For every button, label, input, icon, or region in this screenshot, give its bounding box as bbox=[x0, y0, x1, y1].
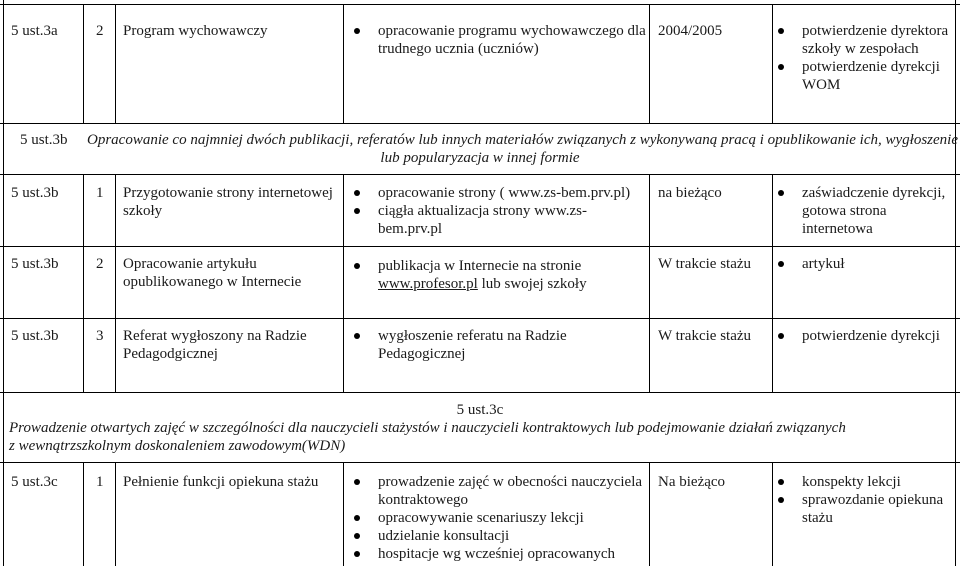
evidence-list bbox=[776, 58, 940, 76]
title-cell: Pedagodgicznej bbox=[123, 346, 218, 362]
title-cell: Opracowanie artykułu bbox=[123, 256, 257, 272]
section-cell: 5 ust.3a bbox=[11, 23, 58, 39]
actions-list bbox=[352, 184, 630, 220]
actions-continuation: Pedagogicznej bbox=[378, 346, 466, 362]
external-link[interactable]: www.profesor.pl bbox=[378, 276, 478, 292]
col-sep bbox=[649, 4, 650, 123]
col-sep bbox=[343, 174, 344, 392]
col-sep bbox=[343, 462, 344, 566]
list-item: potwierdzenie dyrektora bbox=[776, 22, 948, 40]
list-item: sprawozdanie opiekuna bbox=[776, 491, 943, 509]
evidence-continuation: szkoły w zespołach bbox=[802, 41, 919, 57]
section-cell: 5 ust.3b bbox=[11, 328, 59, 344]
section-cell: 5 ust.3b bbox=[11, 256, 59, 272]
term-cell: 2004/2005 bbox=[658, 23, 723, 39]
actions-continuation: kontraktowego bbox=[378, 492, 468, 508]
table-border-right bbox=[955, 0, 956, 566]
table-rule bbox=[0, 246, 960, 247]
list-item: publikacja w Internecie na stronie bbox=[352, 257, 581, 275]
actions-list bbox=[352, 257, 581, 275]
col-sep bbox=[83, 174, 84, 392]
table-rule bbox=[0, 318, 960, 319]
evidence-list bbox=[776, 184, 945, 202]
col-sep bbox=[115, 4, 116, 123]
section-header-line1: Opracowanie co najmniej dwóch publikacji, referatów lub innych materiałów związanych z wykonywaną pracą i opublikowanie ich, wygłoszenie bbox=[87, 132, 958, 148]
term-cell: na bieżąco bbox=[658, 185, 722, 201]
section-header-line2: z wewnątrzszkolnym doskonaleniem zawodowym(WDN) bbox=[9, 438, 346, 454]
evidence-continuation: internetowa bbox=[802, 221, 873, 237]
actions-text: lub swojej szkoły bbox=[477, 276, 587, 292]
evidence-list bbox=[776, 22, 948, 40]
number-cell: 3 bbox=[96, 328, 104, 344]
list-item: opracowywanie scenariuszy lekcji bbox=[352, 509, 615, 527]
actions-list bbox=[352, 509, 615, 563]
list-item: zaświadczenie dyrekcji, bbox=[776, 184, 945, 202]
col-sep bbox=[649, 462, 650, 566]
list-item: opracowanie programu wychowawczego dla bbox=[352, 22, 646, 40]
col-sep bbox=[83, 462, 84, 566]
section-header-prefix: 5 ust.3c bbox=[456, 402, 504, 418]
list-item: potwierdzenie dyrekcji bbox=[776, 58, 940, 76]
evidence-list bbox=[776, 473, 943, 509]
evidence-continuation: WOM bbox=[802, 77, 841, 93]
list-item: hospitacje wg wcześniej opracowanych bbox=[352, 545, 615, 563]
title-cell: Program wychowawczy bbox=[123, 23, 268, 39]
table-border-left bbox=[3, 0, 4, 566]
actions-list bbox=[352, 22, 646, 40]
col-sep bbox=[772, 4, 773, 123]
evidence-list bbox=[776, 327, 940, 345]
table-rule bbox=[0, 174, 960, 175]
list-item: artykuł bbox=[776, 255, 845, 273]
list-item: ciągła aktualizacja strony www.zs- bbox=[352, 202, 630, 220]
table-rule bbox=[0, 392, 960, 393]
title-cell: szkoły bbox=[123, 203, 163, 219]
table-rule bbox=[0, 4, 960, 5]
actions-continuation bbox=[378, 275, 587, 293]
title-cell: Przygotowanie strony internetowej bbox=[123, 185, 333, 201]
col-sep bbox=[649, 174, 650, 392]
list-item: udzielanie konsultacji bbox=[352, 527, 615, 545]
list-item: konspekty lekcji bbox=[776, 473, 943, 491]
section-header-line2: lub popularyzacja w innej formie bbox=[380, 150, 580, 166]
evidence-continuation: gotowa strona bbox=[802, 203, 887, 219]
actions-list bbox=[352, 327, 567, 345]
title-cell: Referat wygłoszony na Radzie bbox=[123, 328, 307, 344]
col-sep bbox=[115, 462, 116, 566]
table-rule bbox=[0, 462, 960, 463]
col-sep bbox=[772, 174, 773, 392]
evidence-list bbox=[776, 255, 845, 273]
list-item: opracowanie strony ( www.zs-bem.prv.pl) bbox=[352, 184, 630, 202]
number-cell: 1 bbox=[96, 474, 104, 490]
col-sep bbox=[772, 462, 773, 566]
list-item: potwierdzenie dyrekcji bbox=[776, 327, 940, 345]
actions-continuation: trudnego ucznia (uczniów) bbox=[378, 41, 539, 57]
number-cell: 1 bbox=[96, 185, 104, 201]
col-sep bbox=[343, 4, 344, 123]
number-cell: 2 bbox=[96, 256, 104, 272]
evidence-continuation: stażu bbox=[802, 510, 833, 526]
title-cell: Pełnienie funkcji opiekuna stażu bbox=[123, 474, 319, 490]
section-cell: 5 ust.3c bbox=[11, 474, 58, 490]
section-cell: 5 ust.3b bbox=[11, 185, 59, 201]
actions-continuation: bem.prv.pl bbox=[378, 221, 443, 237]
title-cell: opublikowanego w Internecie bbox=[123, 274, 302, 290]
col-sep bbox=[83, 4, 84, 123]
list-item: wygłoszenie referatu na Radzie bbox=[352, 327, 567, 345]
term-cell: W trakcie stażu bbox=[658, 256, 752, 272]
col-sep bbox=[115, 174, 116, 392]
actions-list bbox=[352, 473, 642, 491]
table-rule bbox=[0, 123, 960, 124]
term-cell: Na bieżąco bbox=[658, 474, 726, 490]
number-cell: 2 bbox=[96, 23, 104, 39]
list-item: prowadzenie zajęć w obecności nauczyciela bbox=[352, 473, 642, 491]
term-cell: W trakcie stażu bbox=[658, 328, 752, 344]
section-header-line1: Prowadzenie otwartych zajęć w szczególności dla nauczycieli stażystów i nauczycieli kontraktowych lub podejmowanie działań związanych bbox=[9, 420, 846, 436]
section-header-prefix: 5 ust.3b bbox=[20, 132, 68, 148]
